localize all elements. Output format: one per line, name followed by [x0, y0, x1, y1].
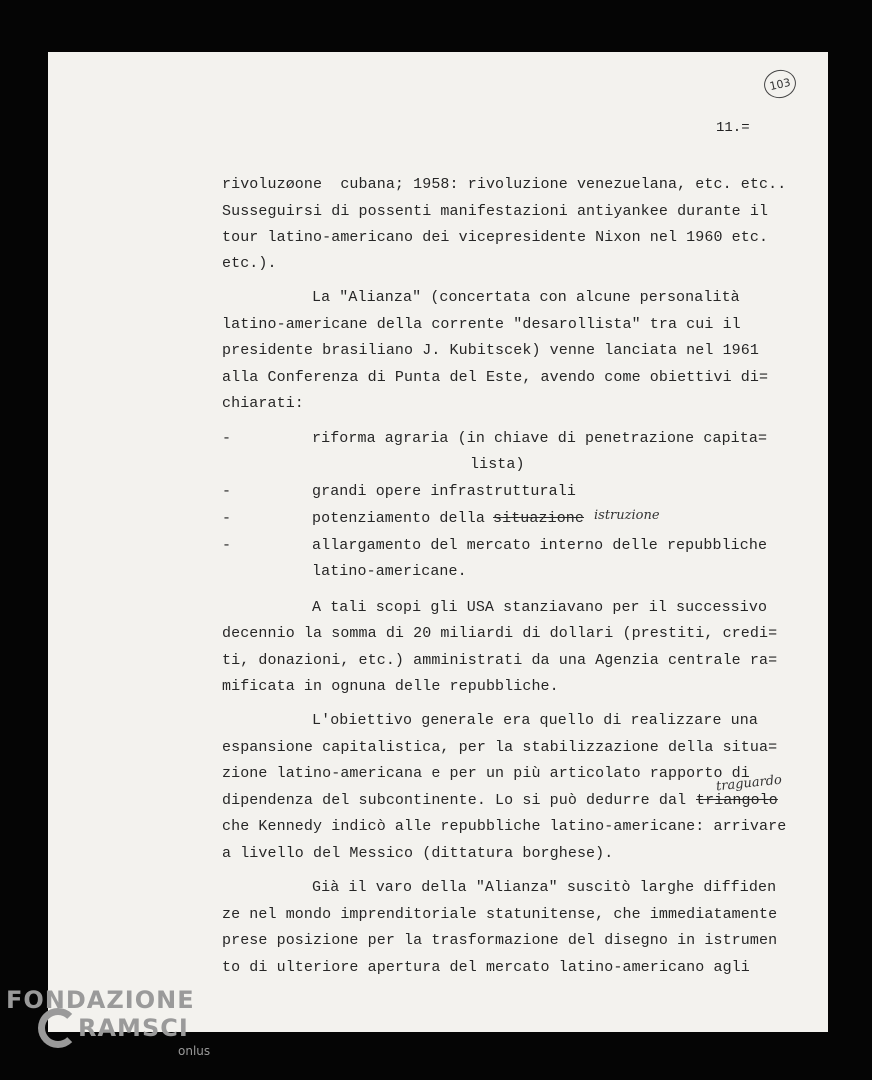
bullet-text: lista) — [470, 456, 525, 473]
text-line: tour latino-americano dei vicepresidente Nixon nel 1960 etc. — [222, 229, 769, 246]
logo-line-1: FONDAZIONE — [6, 986, 195, 1014]
text-line: A tali scopi gli USA stanziavano per il successivo — [312, 599, 768, 616]
text-line: prese posizione per la trasformazione del disegno in istrumen — [222, 932, 778, 949]
text-line: zione latino-americana e per un più articolato rapporto di — [222, 765, 750, 782]
bullet-text: latino-americane. — [312, 563, 467, 580]
handwritten-correction: istruzione — [594, 508, 660, 523]
bullet-text: riforma agraria (in chiave di penetrazione capita= — [312, 430, 768, 447]
logo-g-icon — [38, 1008, 78, 1048]
text-line: decennio la somma di 20 miliardi di dollari (prestiti, credi= — [222, 625, 778, 642]
bullet-text: allargamento del mercato interno delle repubbliche — [312, 537, 768, 554]
text-line: che Kennedy indicò alle repubbliche latino-americane: arrivare — [222, 818, 787, 835]
text-line: espansione capitalistica, per la stabilizzazione della situa= — [222, 739, 778, 756]
handwritten-correction: traguardo — [715, 772, 783, 795]
text-line: latino-americane della corrente "desarollista" tra cui il — [222, 316, 741, 333]
fondazione-gramsci-logo — [4, 986, 224, 1080]
text-line: alla Conferenza di Punta del Este, avendo come obiettivi di= — [222, 369, 769, 386]
bullet-dash: - — [222, 537, 232, 554]
text-line: L'obiettivo generale era quello di realizzare una — [312, 712, 758, 729]
logo-subtitle: onlus — [178, 1044, 211, 1058]
archive-stamp: 103 — [761, 67, 798, 101]
text-line: La "Alianza" (concertata con alcune personalità — [312, 289, 740, 306]
text-line: etc.). — [222, 255, 277, 272]
page-number: 11.= — [716, 120, 750, 136]
text-line: presidente brasiliano J. Kubitscek) venne lanciata nel 1961 — [222, 342, 759, 359]
text-line: Susseguirsi di possenti manifestazioni antiyankee durante il — [222, 203, 769, 220]
struck-word: situazione — [493, 510, 585, 527]
bullet-dash: - — [222, 510, 232, 527]
text-line: dipendenza del subcontinente. Lo si può dedurre dal — [222, 792, 696, 809]
text-line: ze nel mondo imprenditoriale statunitense, che immediatamente — [222, 906, 778, 923]
text-line: to di ulteriore apertura del mercato latino-americano agli — [222, 959, 750, 976]
text-line: a livello del Messico (dittatura borghese). — [222, 845, 614, 862]
text-line: mificata in ognuna delle repubbliche. — [222, 678, 559, 695]
text-line: rivoluzøone cubana; 1958: rivoluzione venezuelana, etc. etc.. — [222, 176, 787, 193]
logo-line-2: RAMSCI — [78, 1014, 189, 1042]
text-line: Già il varo della "Alianza" suscitò larghe diffiden — [312, 879, 777, 896]
bullet-dash: - — [222, 483, 232, 500]
text-line: chiarati: — [222, 395, 304, 412]
text-line: ti, donazioni, etc.) amministrati da una Agenzia centrale ra= — [222, 652, 778, 669]
bullet-dash: - — [222, 430, 232, 447]
bullet-text: potenziamento della — [312, 510, 495, 527]
bullet-text: grandi opere infrastrutturali — [312, 483, 576, 500]
struck-word: triangolo — [696, 792, 778, 809]
